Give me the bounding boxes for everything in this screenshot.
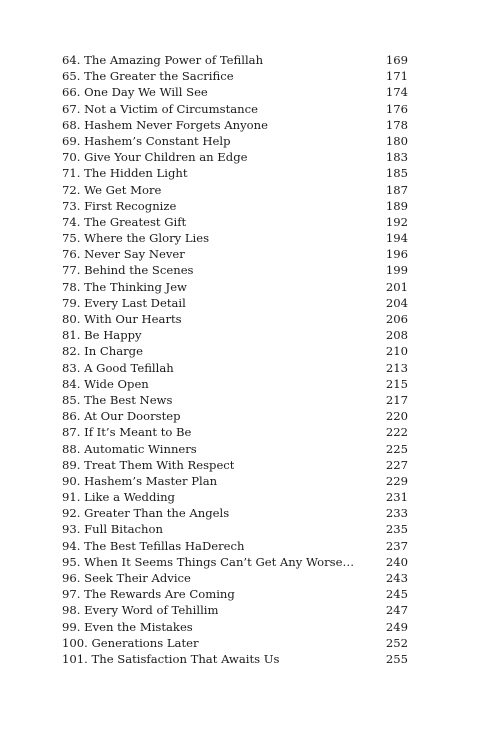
toc-entry-page-number: 208 [385, 328, 408, 343]
toc-entry [62, 376, 408, 392]
toc-entry [62, 441, 408, 457]
toc-entry [62, 343, 408, 359]
toc-entry-title: 72. We Get More [62, 182, 162, 197]
toc-entry [62, 246, 408, 262]
toc-entry-page-number: 185 [385, 166, 408, 181]
toc-entry-page-number: 187 [385, 182, 408, 197]
toc-entry-title: 82. In Charge [62, 344, 143, 359]
toc-entry [62, 392, 408, 408]
toc-entry-page-number: 225 [385, 441, 408, 456]
toc-entry-title: 98. Every Word of Tehillim [62, 603, 219, 618]
toc-entry-page-number: 169 [385, 53, 408, 67]
toc-entry-title: 95. When It Seems Things Can’t Get Any Worse… [62, 554, 355, 569]
toc-entry-page-number: 247 [385, 603, 408, 618]
toc-entry-title: 90. Hashem’s Master Plan [62, 473, 218, 488]
toc-entry-title: 67. Not a Victim of Circumstance [62, 101, 258, 116]
toc-entry-title: 80. With Our Hearts [62, 312, 182, 326]
toc-entry-page-number: 201 [385, 279, 408, 294]
toc-entry-title: 93. Full Bitachon [62, 522, 163, 537]
toc-entry [62, 505, 408, 521]
toc-entry-page-number: 220 [385, 409, 408, 424]
toc-entry-title: 101. The Satisfaction That Awaits Us [62, 651, 280, 666]
toc-entry-page-number: 192 [385, 214, 408, 229]
toc-entry-title: 86. At Our Doorstep [62, 409, 181, 424]
toc-entry [62, 538, 408, 554]
toc-entry-page-number: 252 [385, 635, 408, 650]
toc-entry-page-number: 227 [385, 457, 408, 472]
toc-entry-page-number: 243 [385, 571, 408, 585]
toc-entry-title: 89. Treat Them With Respect [62, 457, 235, 472]
toc-entry [62, 489, 408, 505]
toc-entry-title: 96. Seek Their Advice [62, 571, 191, 585]
toc-entry-title: 71. The Hidden Light [62, 166, 188, 181]
toc-entry [62, 619, 408, 635]
toc-entry [62, 586, 408, 602]
toc-entry-title: 78. The Thinking Jew [62, 279, 187, 294]
toc-entry-title: 91. Like a Wedding [62, 490, 175, 505]
toc-entry-page-number: 189 [385, 198, 408, 213]
toc-entry [62, 570, 408, 586]
toc-entry-title: 77. Behind the Scenes [62, 263, 194, 278]
toc-entry-title: 97. The Rewards Are Coming [62, 587, 235, 602]
toc-entry-page-number: 237 [385, 538, 408, 553]
toc-entry [62, 68, 408, 84]
toc-entry-page-number: 222 [385, 425, 408, 440]
toc-entry-page-number: 240 [385, 554, 408, 569]
toc-entry-title: 73. First Recognize [62, 198, 177, 213]
toc-entry-page-number: 199 [385, 263, 408, 278]
toc-entry [62, 424, 408, 440]
toc-entry [62, 408, 408, 424]
toc-entry-title: 70. Give Your Children an Edge [62, 150, 248, 165]
toc-entry-title: 79. Every Last Detail [62, 295, 186, 310]
toc-entry [62, 554, 408, 570]
toc-entry-page-number: 233 [385, 506, 408, 521]
toc-entry-title: 75. Where the Glory Lies [62, 231, 210, 246]
toc-entry [62, 133, 408, 149]
toc-entry-title: 68. Hashem Never Forgets Anyone [62, 117, 268, 132]
toc-entry-title: 76. Never Say Never [62, 247, 185, 262]
toc-entry-title: 87. If It’s Meant to Be [62, 425, 192, 440]
toc-entry-page-number: 217 [385, 392, 408, 407]
toc-entry-page-number: 180 [385, 133, 408, 148]
toc-entry [62, 52, 408, 68]
toc-entry-page-number: 231 [385, 490, 408, 505]
toc-entry [62, 165, 408, 181]
toc-entry-title: 84. Wide Open [62, 376, 149, 391]
toc-entry-title: 65. The Greater the Sacrifice [62, 69, 234, 84]
toc-entry-page-number: 174 [385, 85, 408, 100]
toc-entry [62, 457, 408, 473]
toc-entry-title: 85. The Best News [62, 392, 173, 407]
toc-entry-page-number: 178 [385, 117, 408, 132]
toc-entry-title: 88. Automatic Winners [62, 441, 197, 456]
toc-entry [62, 214, 408, 230]
toc-entry [62, 117, 408, 133]
toc-entry-page-number: 183 [385, 150, 408, 165]
toc-entry-page-number: 194 [385, 231, 408, 246]
toc-entry-page-number: 206 [385, 312, 408, 326]
toc-entry-page-number: 235 [385, 522, 408, 537]
toc-entry [62, 473, 408, 489]
toc-entry [62, 84, 408, 100]
toc-entry-page-number: 215 [385, 376, 408, 391]
toc-entry [62, 182, 408, 198]
toc-entry-page-number: 255 [385, 651, 408, 666]
toc-entry-page-number: 171 [385, 69, 408, 84]
toc-entry [62, 101, 408, 117]
table-of-contents [62, 52, 408, 667]
toc-entry [62, 295, 408, 311]
toc-entry-title: 100. Generations Later [62, 635, 199, 650]
toc-entry [62, 521, 408, 537]
toc-entry [62, 635, 408, 651]
toc-entry-title: 92. Greater Than the Angels [62, 506, 230, 521]
toc-entry-page-number: 229 [385, 473, 408, 488]
toc-entry-page-number: 249 [385, 619, 408, 634]
toc-entry-title: 74. The Greatest Gift [62, 214, 187, 229]
toc-entry-title: 94. The Best Tefillas HaDerech [62, 538, 245, 553]
toc-entry-page-number: 204 [385, 295, 408, 310]
toc-entry-page-number: 210 [385, 344, 408, 359]
toc-entry [62, 262, 408, 278]
toc-entry [62, 279, 408, 295]
toc-entry [62, 149, 408, 165]
toc-entry-title: 69. Hashem’s Constant Help [62, 133, 231, 148]
toc-entry-title: 99. Even the Mistakes [62, 619, 193, 634]
toc-entry-page-number: 176 [385, 101, 408, 116]
toc-entry [62, 198, 408, 214]
toc-entry [62, 327, 408, 343]
toc-entry-page-number: 213 [385, 360, 408, 375]
toc-entry [62, 311, 408, 327]
toc-entry-title: 81. Be Happy [62, 328, 142, 343]
toc-entry-title: 66. One Day We Will See [62, 85, 208, 100]
toc-entry-page-number: 245 [385, 587, 408, 602]
toc-entry [62, 602, 408, 618]
toc-entry [62, 360, 408, 376]
toc-entry [62, 651, 408, 667]
toc-entry-title: 64. The Amazing Power of Tefillah [62, 53, 264, 67]
toc-entry-title: 83. A Good Tefillah [62, 360, 174, 375]
toc-entry-page-number: 196 [385, 247, 408, 262]
toc-entry [62, 230, 408, 246]
